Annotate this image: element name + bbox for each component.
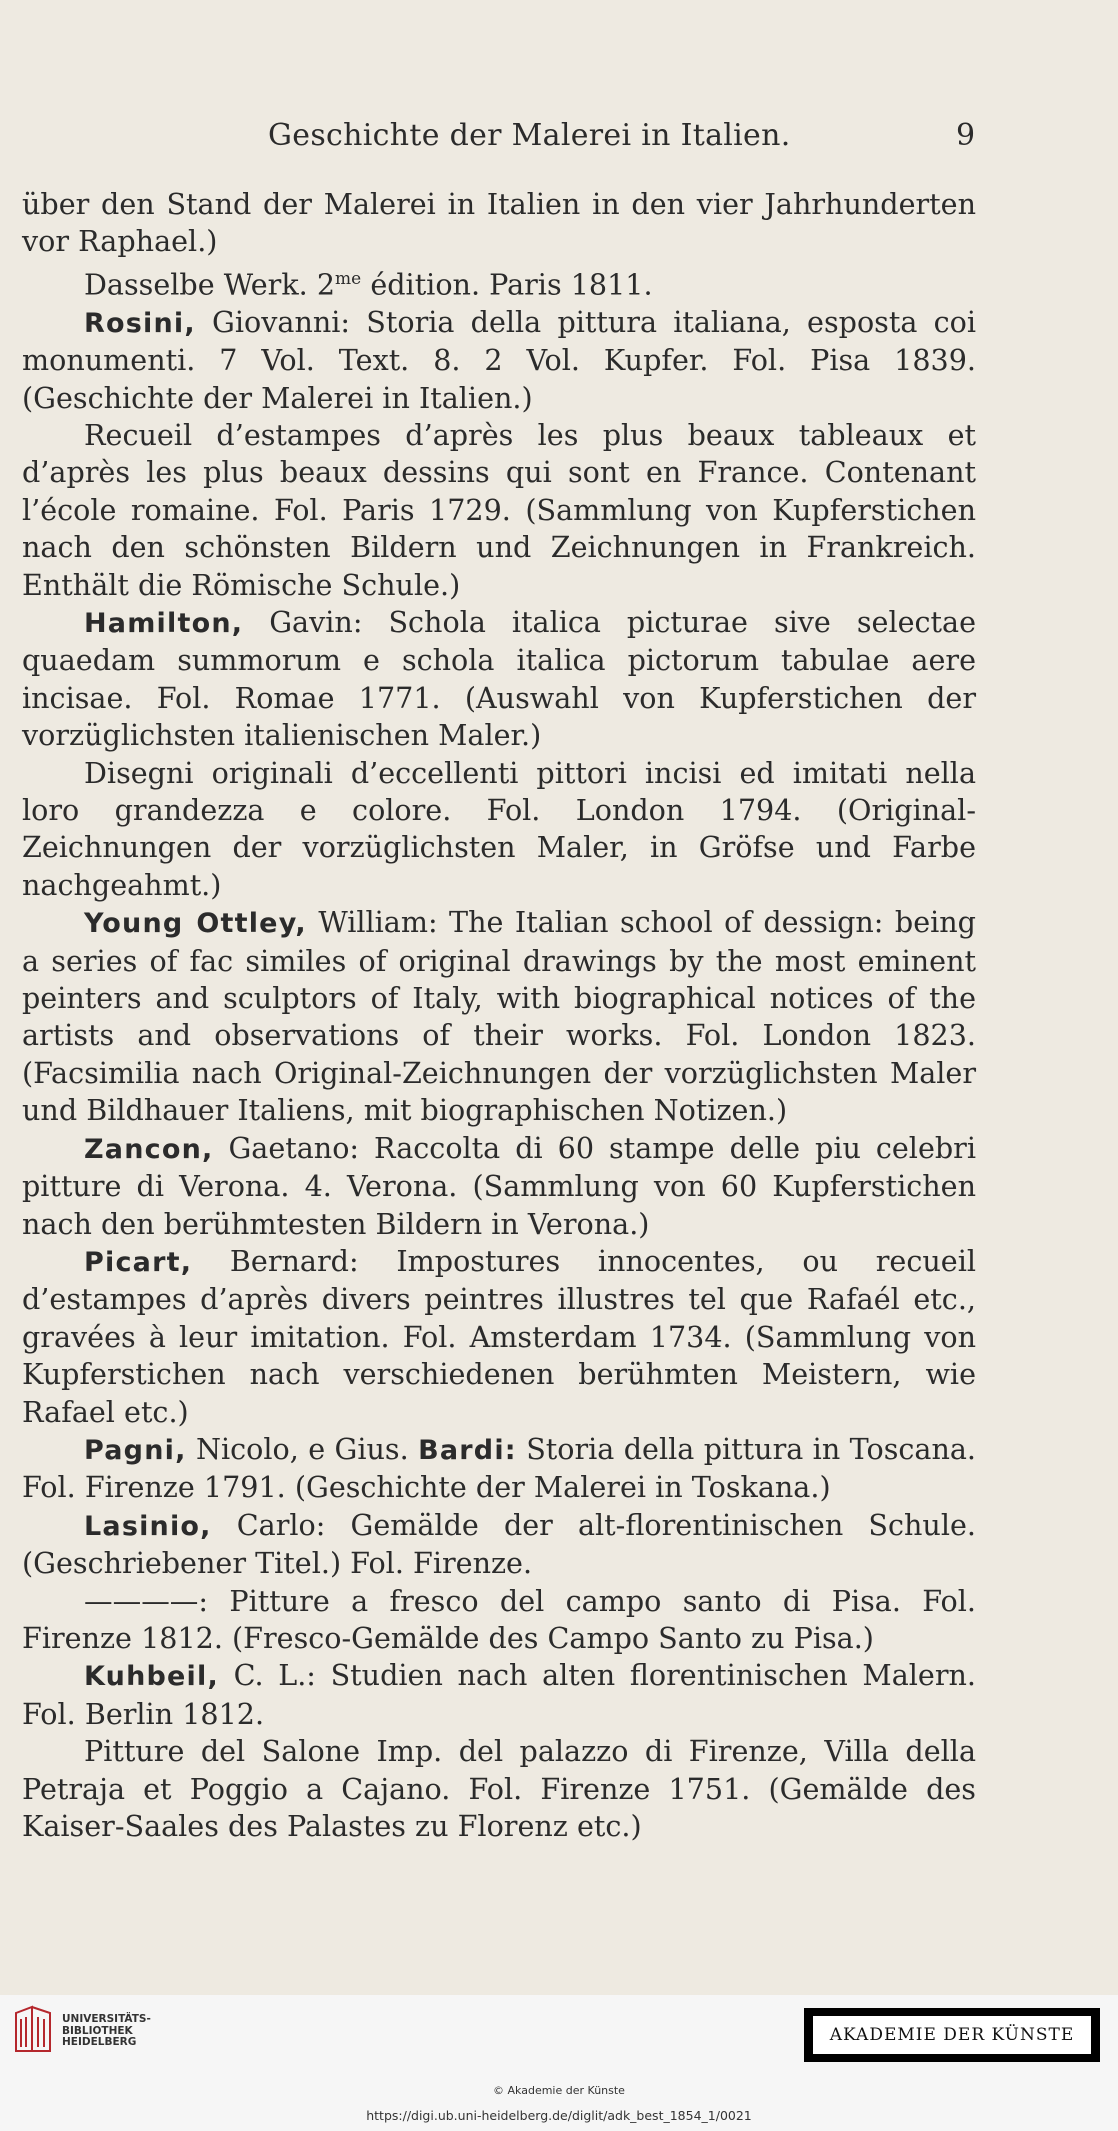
entry-text: Pitture del Salone Imp. del palazzo di Firenze, Villa della Petraja et Poggio a Cajano. Fol. Firenze 1751. (Gemälde des Kaiser-Saales des Palastes zu Florenz etc.) bbox=[22, 1734, 976, 1843]
author-name: Lasinio, bbox=[84, 1510, 212, 1542]
entry-paragraph bbox=[22, 186, 976, 261]
entry-text: Carlo: Gemälde der alt-florentinischen Schule. (Geschriebener Titel.) Fol. Firenze. bbox=[22, 1507, 976, 1581]
running-title: Geschichte der Malerei in Italien. bbox=[268, 118, 791, 153]
entry-text: William: The Italian school of dessign: being a series of fac similes of original drawings by the most eminent peinters and sculptors of Italy, with biographical notices of the artists and observations of their works. Fol. London 1823. (Facsimilia nach Original-Zeichnungen der vorzüglichsten Maler und Bildhauer Italiens, mit biographischen Notizen.) bbox=[22, 905, 976, 1128]
entry-text: Giovanni: Storia della pittura italiana, esposta coi monumenti. 7 Vol. Text. 8. 2 Vol. Kupfer. Fol. Pisa 1839. (Geschichte der Malerei in Italien.) bbox=[22, 304, 976, 415]
entry-paragraph bbox=[22, 1733, 976, 1845]
entry-paragraph bbox=[22, 1243, 976, 1431]
entry-paragraph bbox=[22, 1507, 976, 1583]
entry-text: Nicolo, e Gius. bbox=[186, 1431, 419, 1466]
author-name: Zancon, bbox=[84, 1133, 214, 1165]
entry-text: édition. Paris 1811. bbox=[361, 267, 653, 302]
author-name: Young Ottley, bbox=[84, 908, 307, 940]
heidelberg-library-logo-icon bbox=[12, 2003, 54, 2055]
author-name: Bardi: bbox=[418, 1434, 517, 1466]
page-body bbox=[22, 186, 976, 1845]
author-name: Hamilton, bbox=[84, 608, 244, 639]
entry-text: Gavin: Schola italica picturae sive selectae quaedam summorum e schola italica pictorum tabulae aere incisae. Fol. Romae 1771. (Auswahl von Kupferstichen der vorzüglichsten italienischen Maler.) bbox=[22, 605, 976, 753]
entry-paragraph bbox=[22, 417, 976, 604]
page-number: 9 bbox=[956, 118, 976, 153]
entry-text: Bernard: Impostures innocentes, ou recueil d’estampes d’après divers peintres illustres tel que Rafaél etc., gravées à leur imitation. Fol. Amsterdam 1734. (Sammlung von Kupferstichen nach verschiedenen berühmten Meistern, wie Rafael etc.) bbox=[22, 1243, 976, 1429]
author-name: Kuhbeil, bbox=[84, 1661, 219, 1693]
entry-paragraph bbox=[22, 1657, 976, 1733]
entry-paragraph bbox=[22, 604, 976, 755]
library-name bbox=[62, 2014, 151, 2049]
entry-paragraph bbox=[22, 1130, 976, 1243]
superscript: me bbox=[335, 268, 362, 289]
entry-paragraph bbox=[22, 261, 976, 304]
entry-paragraph bbox=[22, 1583, 976, 1658]
entry-text: Gaetano: Raccolta di 60 stampe delle piu celebri pitture di Verona. 4. Verona. (Sammlung von 60 Kupferstichen nach den berühmtesten Bildern in Verona.) bbox=[22, 1130, 976, 1241]
entry-paragraph bbox=[22, 1431, 976, 1507]
permalink[interactable]: https://digi.ub.uni-heidelberg.de/diglit/adk_best_1854_1/0021 bbox=[366, 2108, 752, 2123]
entry-text: Dasselbe Werk. 2 bbox=[84, 267, 336, 302]
entry-text: C. L.: Studien nach alten florentinischen Malern. Fol. Berlin 1812. bbox=[22, 1658, 976, 1731]
copyright-notice: © Akademie der Künste bbox=[493, 2084, 625, 2097]
entry-text: über den Stand der Malerei in Italien in den vier Jahrhunderten vor Raphael.) bbox=[22, 187, 976, 259]
akademie-label: AKADEMIE DER KÜNSTE bbox=[813, 2016, 1091, 2054]
library-name-line: UNIVERSITÄTS- bbox=[62, 2013, 151, 2025]
entry-paragraph bbox=[22, 304, 976, 417]
entry-paragraph bbox=[22, 904, 976, 1129]
running-header bbox=[0, 118, 1118, 162]
entry-text: Disegni originali d’eccellenti pittori incisi ed imitati nella loro grandezza e colore. Fol. London 1794. (Original-Zeichnungen der vorzüglichsten Maler, in Gröfse und Farbe nachgeahmt.) bbox=[22, 755, 976, 902]
akademie-logo[interactable] bbox=[804, 2008, 1100, 2062]
author-name: Pagni, bbox=[84, 1434, 187, 1466]
author-name: Rosini, bbox=[84, 307, 196, 339]
entry-paragraph bbox=[22, 755, 976, 905]
author-name: Picart, bbox=[84, 1246, 193, 1278]
library-name-line: BIBLIOTHEK bbox=[62, 2024, 133, 2037]
entry-text: Storia della pittura in Toscana. Fol. Firenze 1791. (Geschichte der Malerei in Toskana.) bbox=[22, 1431, 976, 1505]
library-name-line: HEIDELBERG bbox=[62, 2036, 137, 2048]
entry-text: ————: Pitture a fresco del campo santo di Pisa. Fol. Firenze 1812. (Fresco-Gemälde des Campo Santo zu Pisa.) bbox=[22, 1583, 976, 1655]
entry-text: Recueil d’estampes d’après les plus beaux tableaux et d’après les plus beaux dessins qui sont en France. Contenant l’école romaine. Fol. Paris 1729. (Sammlung von Kupferstichen nach den schönsten Bildern und Zeichnungen in Frankreich. Enthält die Römische Schule.) bbox=[22, 417, 976, 602]
